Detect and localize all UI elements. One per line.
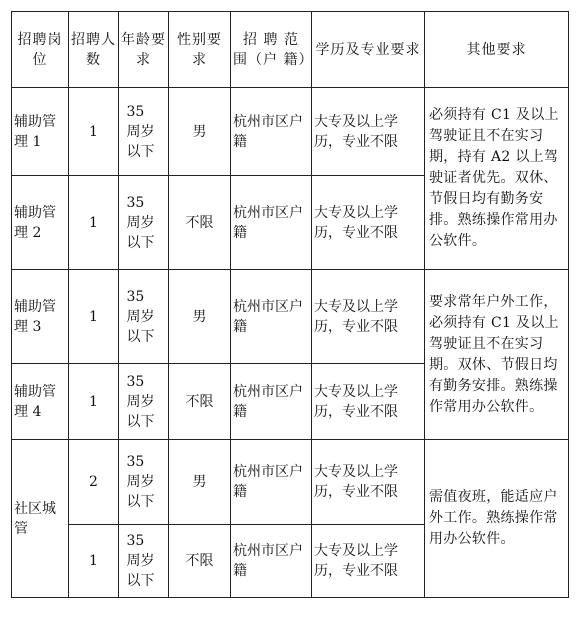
age-text: 35 周岁以下 — [126, 373, 155, 430]
position-cell: 辅助管理 2 — [12, 176, 69, 270]
count-cell: 1 — [69, 88, 119, 176]
age-text: 35 周岁以下 — [126, 454, 155, 510]
count-cell: 2 — [69, 440, 119, 525]
header-gender: 性别要求 — [169, 12, 231, 88]
table-row — [12, 88, 569, 176]
header-education: 学历及专业要求 — [312, 12, 425, 88]
table-row — [12, 270, 569, 364]
recruitment-table — [11, 11, 569, 598]
header-age: 年龄要求 — [119, 12, 169, 88]
header-count: 招聘人数 — [69, 12, 119, 88]
age-text: 35 周岁以下 — [126, 194, 155, 251]
position-cell: 社区城管 — [12, 440, 69, 598]
age-text: 35 周岁以下 — [126, 288, 155, 345]
scope-cell: 杭州市区户籍 — [231, 270, 312, 364]
table-row — [12, 440, 569, 525]
gender-cell: 男 — [169, 270, 231, 364]
age-cell — [119, 88, 169, 176]
age-cell — [119, 364, 169, 440]
scope-cell: 杭州市区户籍 — [231, 176, 312, 270]
age-cell — [119, 440, 169, 525]
education-cell: 大专及以上学历，专业不限 — [312, 525, 425, 598]
age-cell — [119, 270, 169, 364]
education-cell: 大专及以上学历，专业不限 — [312, 364, 425, 440]
other-requirements-2: 要求常年户外工作，必须持有 C1 及以上驾驶证且不在实习期。双休、节假日均有勤务安排。熟练操作常用办公软件。 — [425, 270, 569, 440]
education-cell: 大专及以上学历，专业不限 — [312, 440, 425, 525]
other-requirements-1: 必须持有 C1 及以上驾驶证且不在实习期，持有 A2 以上驾驶证者优先。双休、节假日均有勤务安排。熟练操作常用办公软件。 — [425, 88, 569, 270]
gender-cell: 男 — [169, 440, 231, 525]
gender-cell: 男 — [169, 88, 231, 176]
count-cell: 1 — [69, 525, 119, 598]
count-cell: 1 — [69, 364, 119, 440]
education-cell: 大专及以上学历，专业不限 — [312, 88, 425, 176]
header-position: 招聘岗位 — [12, 12, 69, 88]
age-text: 35 周岁以下 — [126, 103, 155, 160]
education-cell: 大专及以上学历，专业不限 — [312, 176, 425, 270]
age-text: 35 周岁以下 — [126, 533, 155, 589]
header-other: 其他要求 — [425, 12, 569, 88]
age-cell — [119, 525, 169, 598]
gender-cell: 不限 — [169, 176, 231, 270]
scope-cell: 杭州市区户籍 — [231, 525, 312, 598]
count-cell: 1 — [69, 176, 119, 270]
header-scope: 招 聘 范 围（户 籍） — [231, 12, 312, 88]
header-row — [12, 12, 569, 88]
gender-cell: 不限 — [169, 525, 231, 598]
position-cell: 辅助管理 3 — [12, 270, 69, 364]
scope-cell: 杭州市区户籍 — [231, 88, 312, 176]
count-cell: 1 — [69, 270, 119, 364]
gender-cell: 不限 — [169, 364, 231, 440]
position-cell: 辅助管理 4 — [12, 364, 69, 440]
scope-cell: 杭州市区户籍 — [231, 364, 312, 440]
education-cell: 大专及以上学历，专业不限 — [312, 270, 425, 364]
scope-cell: 杭州市区户籍 — [231, 440, 312, 525]
other-requirements-3: 需值夜班，能适应户外工作。熟练操作常用办公软件。 — [425, 440, 569, 598]
position-cell: 辅助管理 1 — [12, 88, 69, 176]
age-cell — [119, 176, 169, 270]
